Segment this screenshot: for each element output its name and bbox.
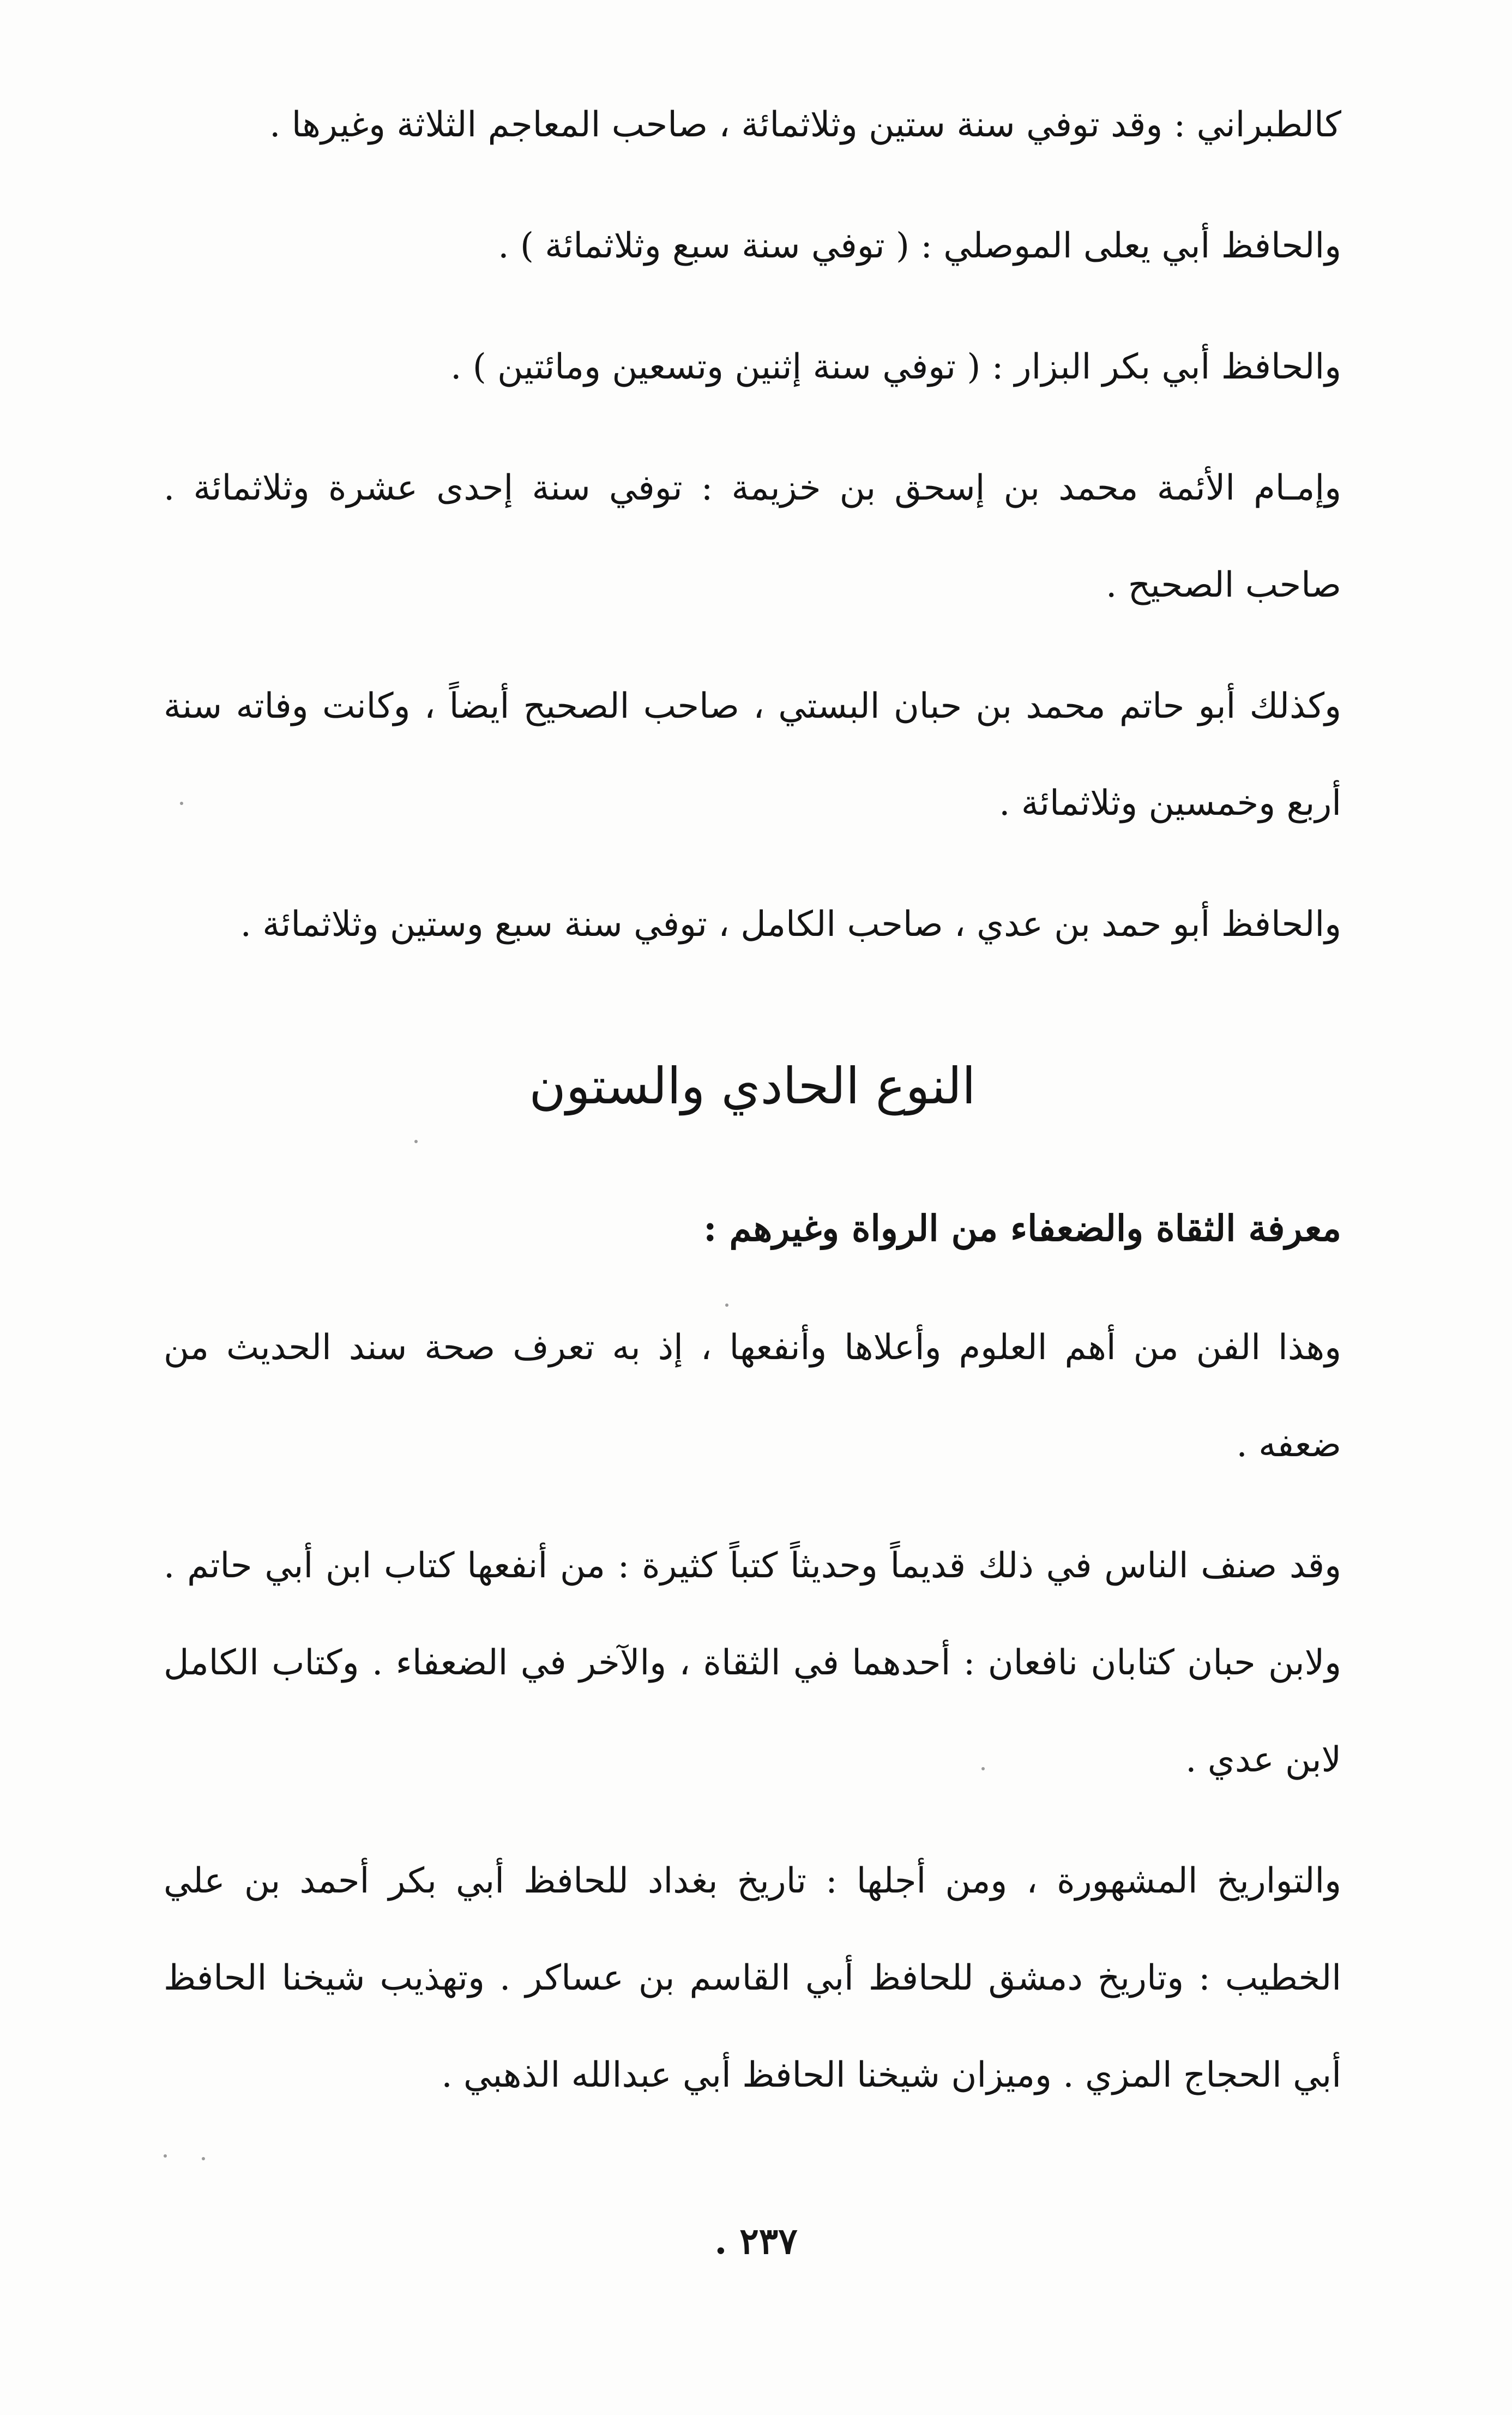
paragraph-histories: والتواريخ المشهورة ، ومن أجلها : تاريخ بغداد للحافظ أبي بكر أحمد بن علي الخطيب : وتاريخ دمشق للحافظ أبي القاسم بن عساكر . وتهذيب شيخنا الحافظ أبي الحجاج المزي . وميزان شيخنا الحافظ أبي عبدالله الذهبي . xyxy=(164,1861,1341,2095)
paragraph-abu-yala: والحافظ أبي يعلى الموصلي : ( توفي سنة سبع وثلاثمائة ) . xyxy=(498,226,1341,266)
section-subtitle: معرفة الثقاة والضعفاء من الرواة وغيرهم : xyxy=(703,1207,1341,1249)
scan-speck xyxy=(180,802,183,805)
scan-speck xyxy=(725,1303,728,1307)
paragraph-importance: وهذا الفن من أهم العلوم وأعلاها وأنفعها ، إذ به تعرف صحة سند الحديث من ضعفه . xyxy=(164,1327,1341,1465)
scan-speck xyxy=(414,1140,418,1143)
scan-speck xyxy=(202,2157,205,2160)
scan-speck xyxy=(164,2154,167,2158)
section-title: النوع الحادي والستون xyxy=(529,1057,976,1115)
text-column xyxy=(164,76,1341,2148)
paragraph-compilations: وقد صنف الناس في ذلك قديماً وحديثاً كتباً كثيرة : من أنفعها كتاب ابن أبي حاتم . ولابن حبان كتابان نافعان : أحدهما في الثقاة ، والآخر في الضعفاء . وكتاب الكامل لابن عدي . xyxy=(164,1546,1341,1780)
paragraph-tabarani: كالطبراني : وقد توفي سنة ستين وثلاثمائة ، صاحب المعاجم الثلاثة وغيرها . xyxy=(269,105,1341,145)
scan-speck xyxy=(981,1767,985,1770)
paragraph-ibn-adi: والحافظ أبو حمد بن عدي ، صاحب الكامل ، توفي سنة سبع وستين وثلاثمائة . xyxy=(240,904,1341,945)
page-number: ٢٣٧ . xyxy=(714,2220,798,2262)
paragraph-ibn-hibban: وكذلك أبو حاتم محمد بن حبان البستي ، صاحب الصحيح أيضاً ، وكانت وفاته سنة أربع وخمسين وثلاثمائة . xyxy=(164,686,1342,824)
paragraph-bazzar: والحافظ أبي بكر البزار : ( توفي سنة إثنين وتسعين ومائتين ) . xyxy=(450,347,1341,387)
paragraph-ibn-khuzayma: وإمـام الأئمة محمد بن إسحق بن خزيمة : توفي سنة إحدى عشرة وثلاثمائة . صاحب الصحيح . xyxy=(164,468,1342,605)
